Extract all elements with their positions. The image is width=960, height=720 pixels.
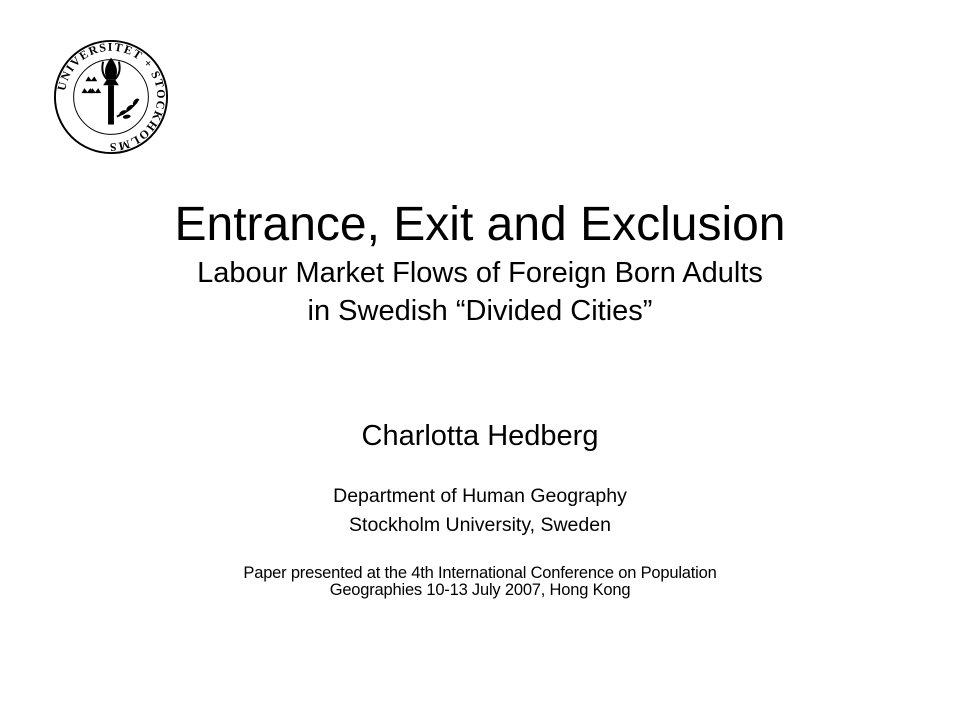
- slide-subtitle-line-2: in Swedish “Divided Cities”: [307, 295, 653, 327]
- conference-note: [0, 565, 960, 599]
- conference-note-line-2: Geographies 10-13 July 2007, Hong Kong: [329, 581, 631, 599]
- author-name: Charlotta Hedberg: [361, 420, 599, 452]
- conference-note-line-1: Paper presented at the 4th International Conference on Population: [243, 564, 717, 582]
- university-seal-logo: [52, 38, 170, 156]
- seal-text: UNIVERSITET + STOCKHOLMS: [54, 39, 169, 155]
- title-block: [0, 196, 960, 330]
- affiliation-university: Stockholm University, Sweden: [349, 514, 611, 536]
- affiliation: [0, 482, 960, 540]
- slide-title: Entrance, Exit and Exclusion: [174, 198, 786, 251]
- slide-subtitle-line-1: Labour Market Flows of Foreign Born Adults: [197, 257, 763, 289]
- affiliation-department: Department of Human Geography: [333, 485, 627, 507]
